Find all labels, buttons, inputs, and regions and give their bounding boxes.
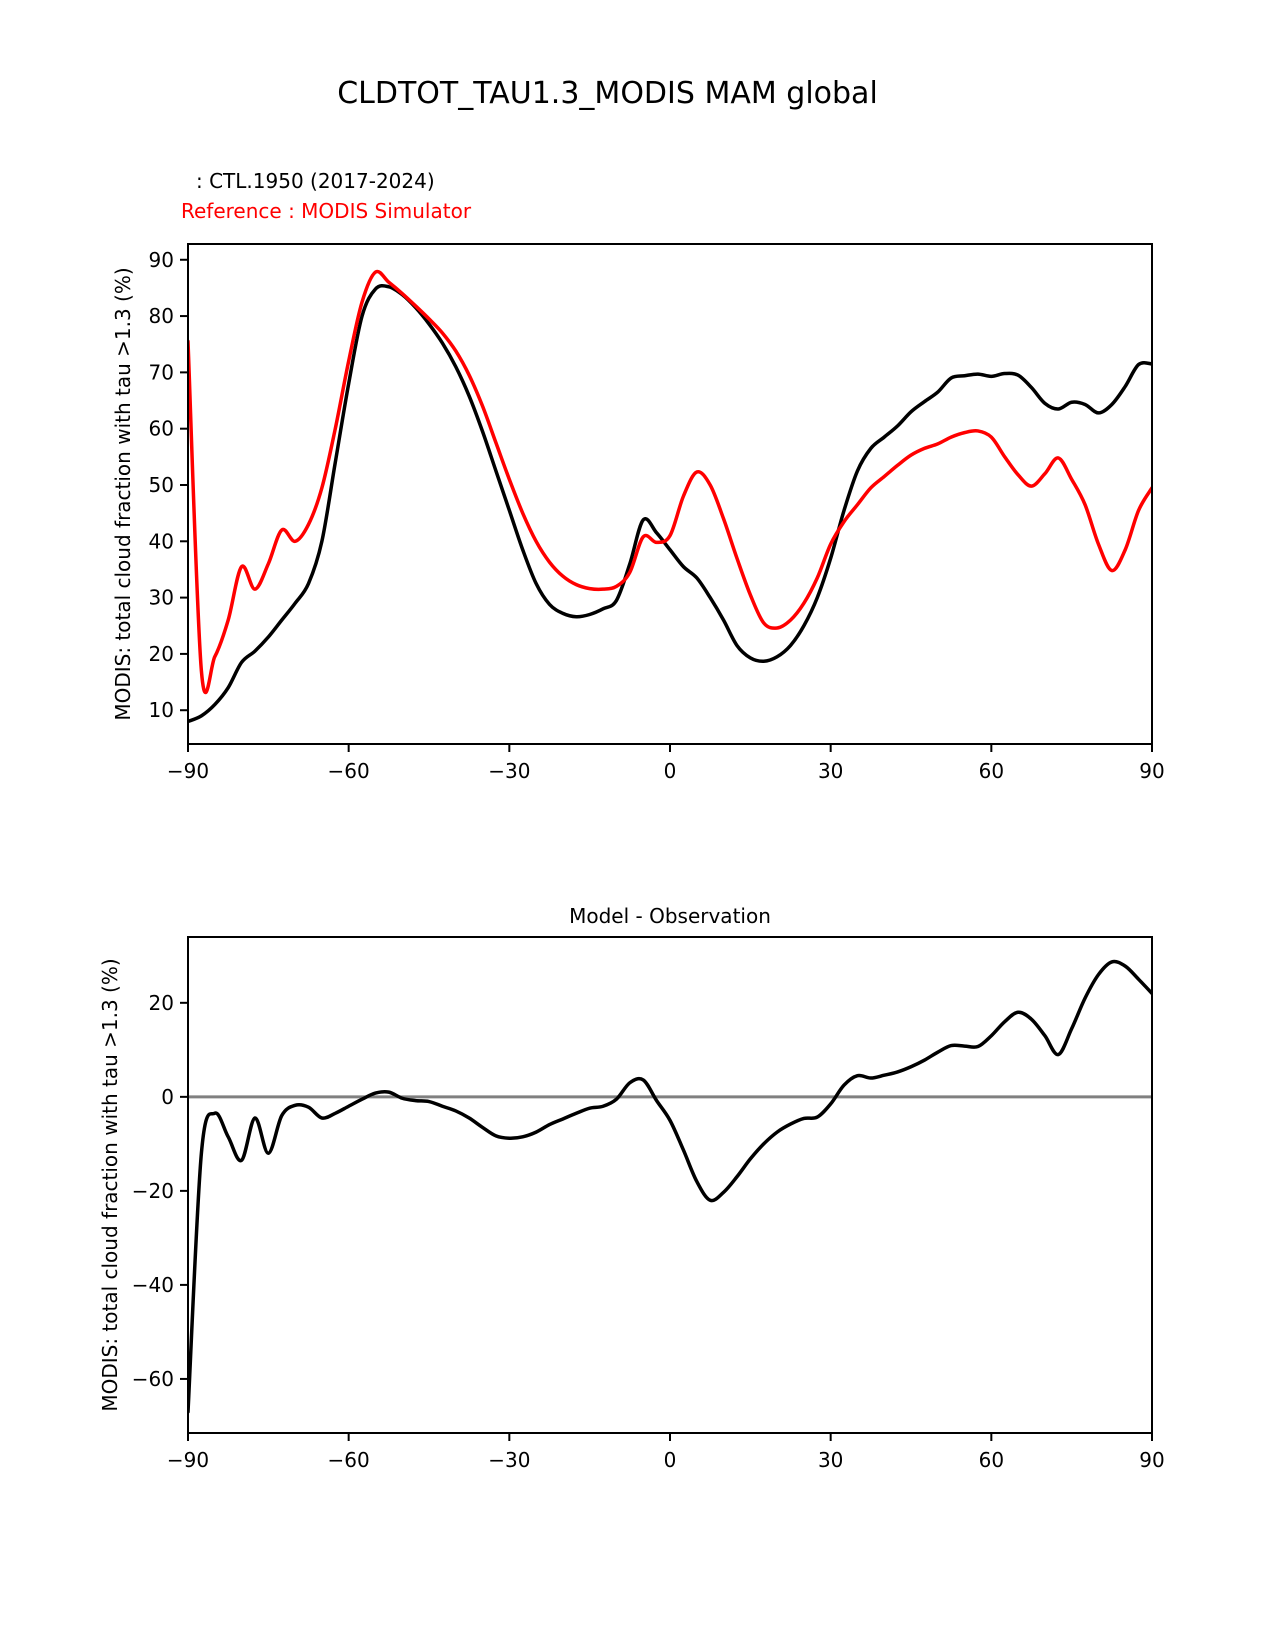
chart-1-ytick-label: −40 bbox=[131, 1272, 174, 1297]
chart-0-ytick-label: 90 bbox=[148, 247, 174, 272]
chart-1-xtick-label: 60 bbox=[978, 1448, 1005, 1472]
chart-0-ytick-label: 50 bbox=[148, 472, 174, 497]
chart-0-ytick-label: 70 bbox=[148, 360, 174, 385]
y-axis-label-top: MODIS: total cloud fraction with tau >1.3 (%) bbox=[111, 267, 135, 721]
legend-entry-model: : CTL.1950 (2017-2024) bbox=[196, 169, 435, 193]
y-axis-label-bottom: MODIS: total cloud fraction with tau >1.3 (%) bbox=[98, 958, 122, 1412]
chart-0-xtick-label: 30 bbox=[817, 759, 844, 783]
chart-0-ytick-label: 80 bbox=[148, 304, 174, 329]
chart-1-xtick-label: −60 bbox=[327, 1448, 370, 1472]
chart-0-ytick-label: 20 bbox=[148, 641, 174, 666]
chart-1-ytick-label: −20 bbox=[131, 1178, 174, 1203]
chart-1-xtick-label: −90 bbox=[166, 1448, 210, 1472]
figure-title: CLDTOT_TAU1.3_MODIS MAM global bbox=[337, 76, 878, 111]
chart-1-frame bbox=[188, 937, 1152, 1433]
chart-1-ytick-label: 20 bbox=[148, 990, 174, 1015]
chart-0-xtick-label: 90 bbox=[1139, 759, 1165, 783]
chart-1-xtick-label: 30 bbox=[817, 1448, 844, 1472]
chart-0-frame bbox=[188, 244, 1152, 744]
legend-entry-reference: Reference : MODIS Simulator bbox=[181, 199, 472, 223]
chart-0-ytick-label: 10 bbox=[148, 698, 174, 723]
chart-0-xtick-label: −30 bbox=[488, 759, 531, 783]
chart-0-xtick-label: −90 bbox=[166, 759, 210, 783]
chart-bottom bbox=[132, 937, 1165, 1472]
chart-top bbox=[149, 244, 1165, 783]
bottom-chart-title: Model - Observation bbox=[569, 904, 771, 928]
chart-0-xtick-label: 0 bbox=[663, 759, 677, 783]
chart-0-ytick-label: 40 bbox=[148, 529, 174, 554]
chart-0-ytick-label: 30 bbox=[148, 585, 174, 610]
chart-0-ytick-label: 60 bbox=[148, 416, 174, 441]
chart-1-xtick-label: −30 bbox=[488, 1448, 531, 1472]
chart-0-xtick-label: 60 bbox=[978, 759, 1005, 783]
chart-0-xtick-label: −60 bbox=[327, 759, 370, 783]
chart-1-ytick-label: 0 bbox=[161, 1084, 174, 1109]
chart-1-xtick-label: 0 bbox=[663, 1448, 677, 1472]
chart-1-ytick-label: −60 bbox=[131, 1366, 174, 1391]
chart-0-series-0-line bbox=[188, 286, 1152, 722]
chart-1-series-0-line bbox=[188, 962, 1152, 1412]
chart-1-xtick-label: 90 bbox=[1139, 1448, 1165, 1472]
